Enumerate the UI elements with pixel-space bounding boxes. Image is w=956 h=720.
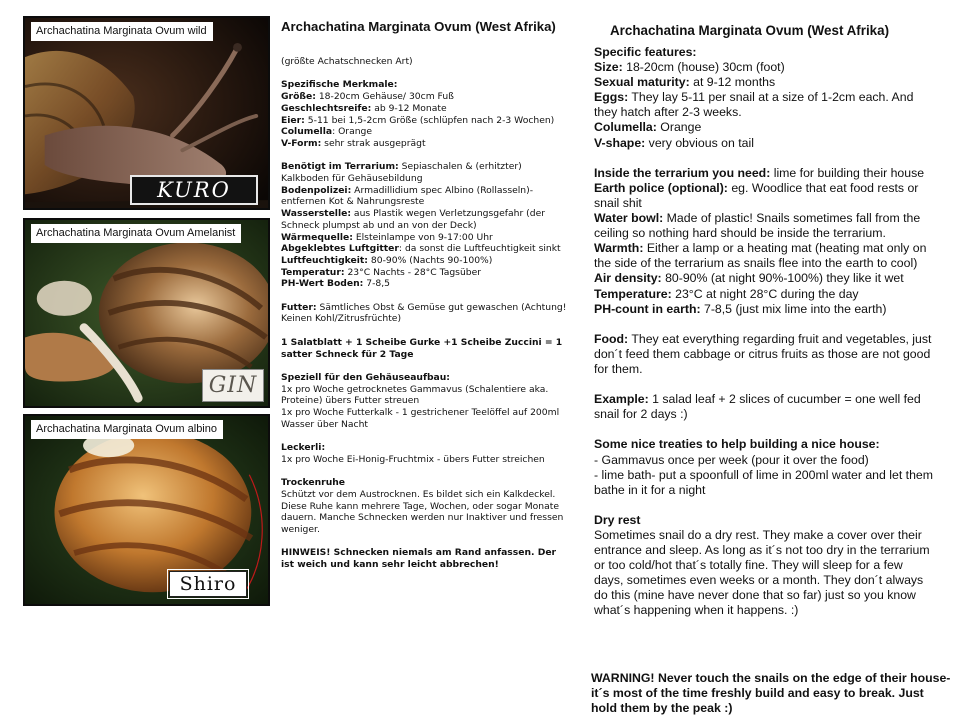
ph-value: 7-8,5 — [363, 278, 391, 290]
humidity-value: 80-90% (Nachts 90-100%) — [367, 254, 493, 266]
example-value: 1 salad leaf + 2 slices of cucumber = one well fed snail for 2 days :) — [594, 392, 921, 422]
terrarium-label: Benötigt im Terrarium: — [281, 161, 399, 173]
recipe-text: 1 Salatblatt + 1 Scheibe Gurke +1 Scheibe Zuccini = 1 satter Schneck für 2 Tage — [281, 336, 563, 360]
maturity-label: Geschlechtsreife: — [281, 102, 372, 114]
shell-heading: Speziell für den Gehäuseaufbau: — [281, 371, 450, 383]
treats-text: 1x pro Woche Ei-Honig-Fruchtmix - übers Futter streichen — [281, 453, 545, 465]
columella-value: Orange — [656, 120, 702, 135]
dry-text: Sometimes snail do a dry rest. They make a cover over their entrance and sleep. As long as it´s not too dry in the terrarium or too cold/hot that´s totally fine. They will sleep for a few days, sometimes even weeks or a month. They don´t always do this (mine have never done that so far) just so you know what´s happening when it happens. :) — [594, 528, 930, 618]
temp-value: 23°C Nachts - 28°C Tagsüber — [344, 266, 482, 278]
terrarium-value: Sepiaschalen & (erhitzter) Kalkboden für Gehäusebildung — [281, 161, 522, 184]
treats-line: - lime bath- put a spoonfull of lime in 200ml water and let them bathe in it for a night — [594, 467, 934, 497]
temp-label: Temperatur: — [281, 266, 345, 278]
shell-line: 1x pro Woche Futterkalk - 1 gestrichener Teelöffel auf 200ml Wasser über Nacht — [281, 407, 560, 430]
english-title: Archachatina Marginata Ovum (West Afrika) — [610, 23, 890, 38]
size-value: 18-20cm (house) 30cm (foot) — [622, 60, 785, 75]
english-terrarium — [594, 166, 934, 317]
air-value: 80-90% (at night 90%-100%) they like it wet — [661, 271, 904, 286]
eggs-label: Eggs: — [594, 90, 629, 105]
humidity-label: Luftfeuchtigkeit: — [281, 254, 368, 266]
terrarium-value: lime for building their house — [770, 165, 925, 180]
water-label: Water bowl: — [594, 211, 664, 226]
grid-value: : da sonst die Luftfeuchtigkeit sinkt — [398, 243, 561, 255]
eggs-value: They lay 5-11 per snail at a size of 1-2cm each. And they hatch after 2-3 weeks. — [594, 90, 914, 120]
police-value: Armadillidium spec Albino (Rollasseln)- entfernen Kot & Nahrungsreste — [281, 184, 534, 208]
eggs-value: 5-11 bei 1,5-2cm Größe (schlüpfen nach 2-3 Wochen) — [304, 114, 555, 126]
size-label: Size: — [594, 60, 623, 75]
german-food — [281, 302, 571, 325]
columella-label: Columella: — [594, 120, 657, 135]
ph-value: 7-8,5 (just mix lime into the earth) — [700, 301, 887, 316]
shell-line: 1x pro Woche getrocknetes Gammavus (Schalentiere aka. Proteine) übers Futter streuen — [281, 383, 549, 407]
vform-value: sehr strak ausgeprägt — [321, 137, 426, 149]
eggs-label: Eier: — [281, 114, 305, 126]
ph-label: PH-count in earth: — [594, 301, 701, 316]
features-heading: Spezifische Merkmale: — [281, 79, 398, 91]
treats-heading: Some nice treaties to help building a nice house: — [594, 437, 880, 452]
water-value: Made of plastic! Snails sometimes fall from the ceiling so nothing hard should be inside the terrarium. — [594, 211, 921, 241]
maturity-value: at 9-12 months — [689, 75, 776, 90]
english-dry-rest — [594, 513, 934, 619]
police-label: Bodenpolizei: — [281, 184, 352, 196]
snail-name-label: KURO — [130, 175, 258, 205]
grid-label: Abgeklebtes Luftgitter — [281, 243, 399, 255]
example-label: Example: — [594, 392, 649, 407]
german-dry-rest — [281, 477, 571, 536]
warning-text: HINWEIS! Schnecken niemals am Rand anfassen. Der ist weich und kann sehr leicht abbrechen! — [281, 547, 557, 571]
photo-gin — [23, 218, 270, 408]
german-subtitle: (größte Achatschnecken Art) — [281, 56, 413, 67]
dry-text: Schützt vor dem Austrocknen. Es bildet sich ein Kalkdeckel. Diese Ruhe kann mehrere Tage, Wochen, oder sogar Monate dauern. Manche Schnecken werden nur Inaktiver und fressen weniger. — [281, 488, 564, 536]
english-treats — [594, 437, 934, 497]
photo-kuro — [23, 16, 270, 210]
treats-line: - Gammavus once per week (pour it over the food) — [594, 452, 869, 467]
warmth-value: Either a lamp or a heating mat (heating mat only on the side of the terrarium as snails flee into the earth to cool) — [594, 241, 927, 271]
photo-shiro — [23, 414, 270, 606]
english-features — [594, 45, 934, 151]
vform-label: V-Form: — [281, 137, 322, 149]
german-shell — [281, 372, 571, 431]
food-value: They eat everything regarding fruit and vegetables, just don´t feed them cabbage or citrus fruits as those are not good for them. — [594, 331, 932, 376]
warmth-label: Warmth: — [594, 241, 644, 256]
english-warning: WARNING! Never touch the snails on the edge of their house- it´s most of the time freshly build and easy to break. Just hold them by the peak :) — [591, 671, 951, 716]
german-terrarium — [281, 161, 571, 290]
german-features — [281, 79, 571, 149]
snail-name-label: GIN — [202, 369, 264, 402]
photo-caption: Archachatina Marginata Ovum wild — [31, 22, 213, 41]
german-warning — [281, 547, 571, 570]
columella-value: : Orange — [332, 126, 373, 138]
water-label: Wasserstelle: — [281, 208, 352, 220]
english-example — [594, 392, 934, 422]
german-column — [281, 18, 571, 583]
treats-heading: Leckerli: — [281, 442, 326, 454]
dry-heading: Trockenruhe — [281, 477, 346, 489]
photo-caption: Archachatina Marginata Ovum Amelanist — [31, 224, 241, 243]
dry-heading: Dry rest — [594, 512, 641, 527]
german-recipe — [281, 337, 571, 360]
size-label: Größe: — [281, 91, 316, 103]
terrarium-label: Inside the terrarium you need: — [594, 165, 771, 180]
temp-label: Temperature: — [594, 286, 672, 301]
heat-label: Wärmequelle: — [281, 231, 353, 243]
police-value: eg. Woodlice that eat food rests or snail shit — [594, 180, 919, 210]
food-label: Food: — [594, 331, 629, 346]
features-heading: Specific features: — [594, 45, 697, 59]
food-value: Sämtliches Obst & Gemüse gut gewaschen (Achtung! Keinen Kohl/Zitrusfrüchte) — [281, 301, 567, 325]
size-value: 18-20cm Gehäuse/ 30cm Fuß — [315, 91, 454, 103]
vshape-label: V-shape: — [594, 135, 646, 150]
vshape-value: very obvious on tail — [645, 135, 754, 150]
food-label: Futter: — [281, 301, 317, 313]
maturity-value: ab 9-12 Monate — [371, 102, 447, 114]
air-label: Air density: — [594, 271, 662, 286]
snail-name-label: Shiro — [169, 571, 247, 597]
german-title: Archachatina Marginata Ovum (West Afrika) — [281, 19, 556, 34]
heat-value: Elsteinlampe von 9-17:00 Uhr — [352, 231, 493, 243]
english-food — [594, 332, 934, 377]
water-value: aus Plastik wegen Verletzungsgefahr (der Schneck plumpst ab und an von der Deck) — [281, 208, 546, 231]
temp-value: 23°C at night 28°C during the day — [671, 286, 859, 301]
columella-label: Columella — [281, 126, 333, 138]
photo-caption: Archachatina Marginata Ovum albino — [31, 420, 223, 439]
english-column — [594, 22, 934, 634]
police-label: Earth police (optional): — [594, 180, 728, 195]
german-treats — [281, 442, 571, 465]
maturity-label: Sexual maturity: — [594, 75, 690, 90]
ph-label: PH-Wert Boden: — [281, 278, 364, 290]
